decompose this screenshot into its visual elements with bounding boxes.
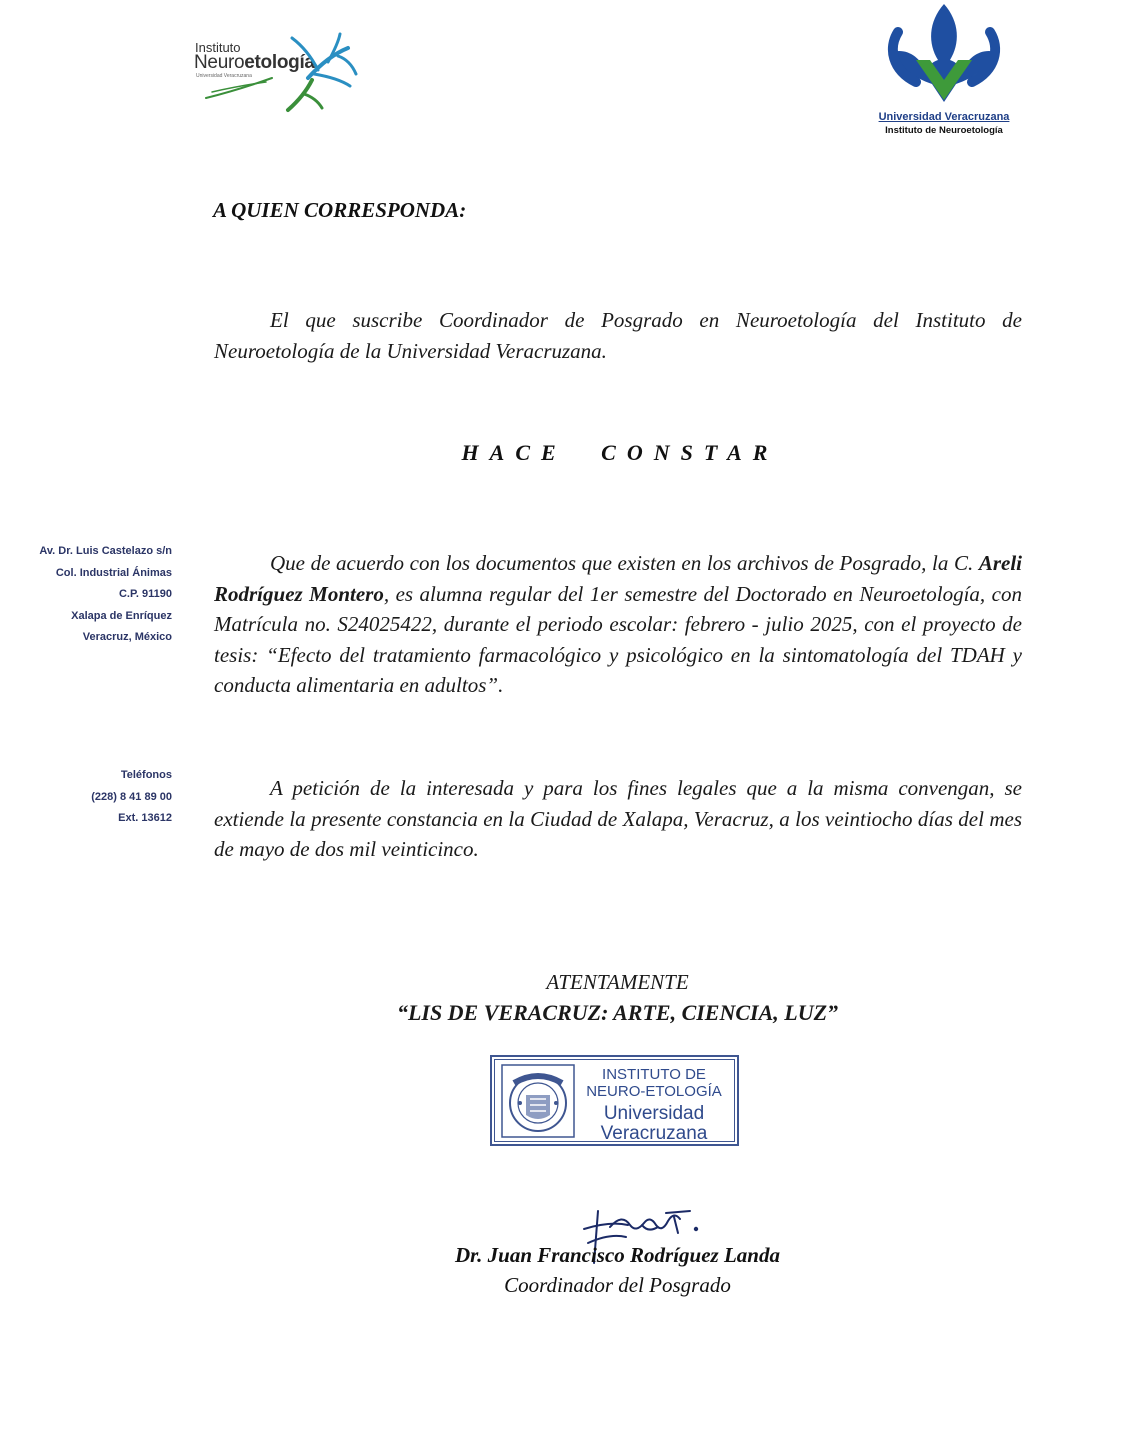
paragraph-certification [214,548,1022,701]
address-line: Xalapa de Enríquez [71,609,172,622]
logo-word-part2: etología [244,52,315,73]
salutation: A QUIEN CORRESPONDA: [213,198,467,222]
stamp-line-1: INSTITUTO DE [602,1066,706,1083]
logo-word-part1: Neuro [194,52,245,73]
paragraph-intro-text: El que suscribe Coordinador de Posgrado en Neuroetología del Instituto de Neuroetología de la Universidad Veracruzana. [214,308,1022,363]
flor-de-lis-icon [858,0,1030,110]
motto: “LIS DE VERACRUZ: ARTE, CIENCIA, LUZ” [396,1000,839,1025]
sidebar-phones [91,765,172,830]
stamp-line-4: Veracruzana [600,1123,708,1144]
signer-role: Coordinador del Posgrado [504,1273,731,1297]
paragraph-request [214,773,1022,865]
uv-name: Universidad Veracruzana [878,111,1010,123]
address-line: Veracruz, México [82,631,172,643]
address-line: Col. Industrial Ánimas [55,566,172,579]
closing-atentamente: ATENTAMENTE [546,970,689,994]
paragraph-request-text: A petición de la interesada y para los fines legales que a la misma convengan, se extiende la presente constancia en la Ciudad de Xalapa, Veracruz, a los veintiocho días del mes de mayo de dos mil veinticinco. [214,776,1022,861]
paragraph-certification-rest: , es alumna regular del 1er semestre del Doctorado en Neuroetología, con Matrícula no. S24025422, durante el periodo escolar: febrero - julio 2025, con el proyecto de tesis: “Efecto del tratamiento farmacológico y psicológico en la sintomatología del TDAH y conducta alimentaria en adultos”. [214,581,1022,697]
address-line: Av. Dr. Luis Castelazo s/n [39,545,172,557]
student-name: Areli Rodríguez Montero [214,551,1022,606]
phone-line: Ext. 13612 [118,812,172,824]
paragraph-certification-start: Que de acuerdo con los documentos que existen en los archivos de Posgrado, la C. [270,551,979,575]
sidebar-address [39,541,172,649]
neuroetologia-logo [188,26,358,116]
neuron-icon [188,26,358,116]
uv-logo [858,0,1030,145]
signer-name: Dr. Juan Francisco Rodríguez Landa [455,1243,780,1267]
phone-line: Teléfonos [120,769,172,781]
university-seal-icon [500,1063,576,1139]
stamp-line-2: NEURO-ETOLOGÍA [586,1083,722,1100]
hace-constar-heading: HACE CONSTAR [461,440,779,465]
institute-stamp [490,1055,739,1146]
address-line: C.P. 91190 [118,588,172,600]
phone-line: (228) 8 41 89 00 [91,790,172,803]
uv-institute: Instituto de Neuroetología [885,125,1003,136]
logo-sub-text: Universidad Veracruzana [196,73,252,79]
logo-instituto-text: Instituto [195,40,241,55]
paragraph-intro [214,305,1022,366]
stamp-line-3: Universidad [603,1103,705,1124]
